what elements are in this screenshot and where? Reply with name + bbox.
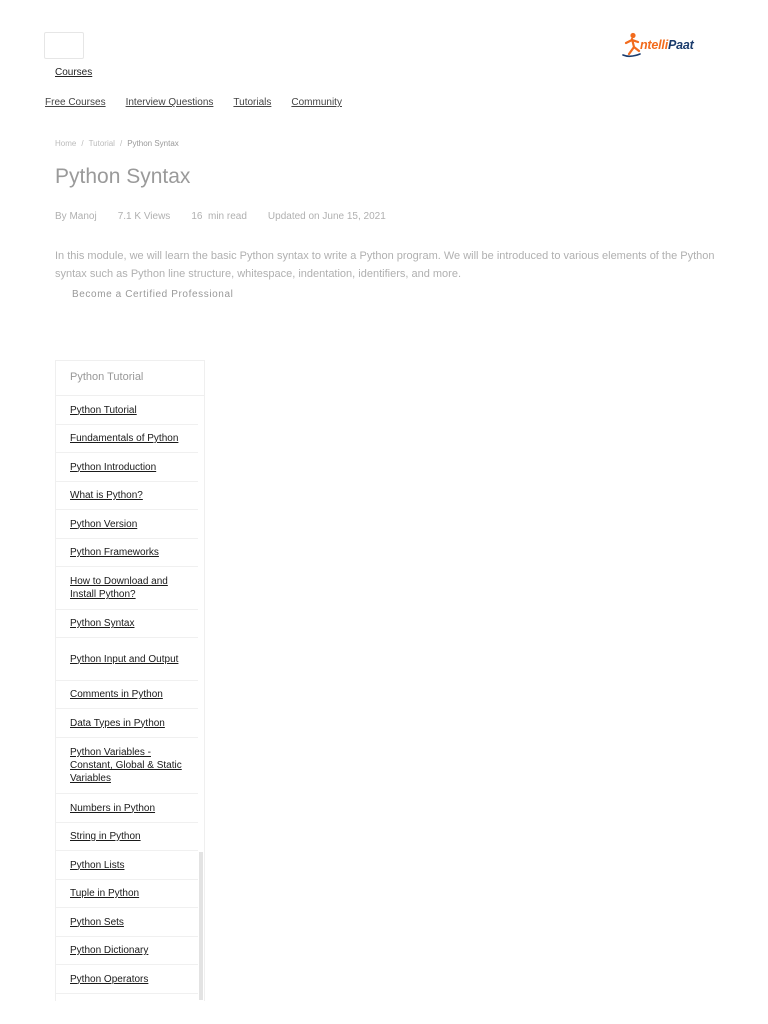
sidebar-item (56, 539, 198, 567)
author: By Manoj (55, 211, 97, 222)
sidebar-link[interactable]: Numbers in Python (70, 802, 156, 814)
runner-icon (622, 32, 642, 58)
sidebar-link[interactable]: Python Lists (70, 859, 125, 871)
sidebar-item (56, 880, 198, 908)
sidebar-link[interactable]: Data Types in Python (70, 717, 165, 729)
tutorial-sidebar (55, 360, 205, 1001)
sidebar-item (56, 937, 198, 965)
sidebar-link[interactable]: How to Download and Install Python? (70, 576, 168, 600)
nav-free-courses[interactable]: Free Courses (45, 97, 106, 108)
page-title: Python Syntax (55, 165, 191, 188)
sidebar-item (56, 908, 198, 937)
sidebar-link[interactable]: Comments in Python (70, 689, 163, 700)
sidebar-link[interactable]: Python Syntax (70, 618, 135, 629)
article-meta (55, 211, 407, 222)
sidebar-link[interactable]: Python Variables - Constant, Global & Static Variables (70, 747, 182, 784)
nav-community[interactable]: Community (291, 97, 342, 108)
sidebar-link[interactable]: String in Python (70, 831, 141, 842)
read-time: 16 min read (191, 211, 247, 222)
sidebar-item (56, 510, 198, 539)
sidebar-item (56, 794, 198, 823)
sidebar-item (56, 638, 198, 681)
menu-button[interactable] (44, 32, 84, 59)
article-intro: In this module, we will learn the basic Python syntax to write a Python program. We will be introduced to various elements of the Python syntax such as Python line structure, whitespace, indentation, identifiers, and more. (55, 250, 715, 280)
sidebar-item (56, 823, 198, 851)
logo-wordmark (640, 38, 694, 52)
sidebar-item (56, 610, 198, 638)
sidebar-link[interactable]: Python Dictionary (70, 945, 149, 956)
sidebar-item (56, 738, 198, 794)
sidebar-link[interactable]: What is Python? (70, 490, 143, 501)
nav-tutorials[interactable]: Tutorials (233, 97, 272, 108)
sidebar-link[interactable]: Python Input and Output (70, 653, 179, 665)
sidebar-link[interactable]: Python Frameworks (70, 547, 159, 558)
sidebar-item (56, 482, 198, 510)
breadcrumb (55, 139, 179, 148)
sidebar-list (56, 396, 204, 994)
nav-interview-questions[interactable]: Interview Questions (125, 97, 214, 108)
sidebar-item (56, 453, 198, 482)
courses-link[interactable]: Courses (55, 67, 93, 78)
sidebar-item (56, 851, 198, 880)
sidebar-item (56, 965, 198, 994)
sidebar-link[interactable]: Python Introduction (70, 461, 157, 473)
sidebar-title: Python Tutorial (56, 361, 204, 396)
logo-text-intelli: ntelli (640, 38, 668, 52)
sidebar-item (56, 709, 198, 738)
updated-date: Updated on June 15, 2021 (267, 211, 386, 222)
sidebar-link[interactable]: Python Tutorial (70, 404, 137, 416)
sidebar-link[interactable]: Python Version (70, 518, 138, 530)
logo-text-paat: Paat (667, 38, 694, 52)
breadcrumb-separator: / (119, 139, 123, 148)
certified-professional-button[interactable]: Become a Certified Professional (72, 289, 234, 300)
breadcrumb-tutorial[interactable]: Tutorial (88, 139, 115, 148)
sidebar-item (56, 567, 198, 610)
breadcrumb-current: Python Syntax (127, 139, 179, 148)
breadcrumb-separator: / (81, 139, 84, 148)
top-nav (45, 97, 342, 108)
sidebar-link[interactable]: Fundamentals of Python (70, 433, 179, 444)
sidebar-link[interactable]: Tuple in Python (70, 888, 140, 899)
breadcrumb-home[interactable]: Home (55, 139, 77, 148)
sidebar-scrollbar[interactable] (199, 852, 203, 1000)
sidebar-item (56, 681, 198, 709)
sidebar-item (56, 396, 198, 425)
intellipaat-logo[interactable] (622, 32, 702, 58)
view-count: 7.1 K Views (117, 211, 171, 222)
sidebar-item (56, 425, 198, 453)
sidebar-link[interactable]: Python Operators (70, 973, 149, 985)
sidebar-link[interactable]: Python Sets (70, 916, 124, 928)
